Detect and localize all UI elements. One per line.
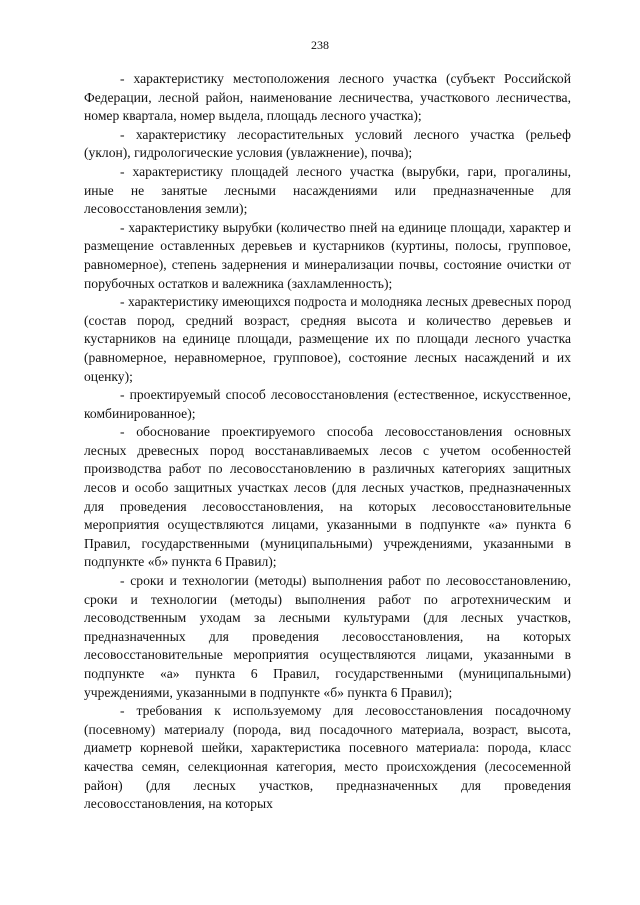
paragraph-undergrowth: - характеристику имеющихся подроста и молодняка лесных древесных пород (состав пород, средний возраст, средняя высота и количество деревьев и кустарников на единице площади, размещение их по площади лесного участка (равномерное, неравномерное, групповое), состояние лесных насаждений и их оценку); — [84, 294, 571, 384]
paragraph-timing-technology: - сроки и технологии (методы) выполнения работ по лесовосстановлению, сроки и технологии (методы) выполнения работ по агротехническим и лесоводственным уходам за лесными культурами (для лесных участков, предназначенных для проведения лесовосстановления, на которых лесовосстановительные мероприятия осуществляются лицами, указанными в подпункте «а» пункта 6 Правил, государственными (муниципальными) учреждениями, указанными в подпункте «б» пункта 6 Правил); — [84, 573, 571, 700]
paragraph-clearing-characteristics: - характеристику вырубки (количество пней на единице площади, характер и размещение оставленных деревьев и кустарников (куртины, полосы, групповое, равномерное), степень задернения и минерализации почвы, состояние очистки от порубочных остатков и валежника (захламленность); — [84, 219, 571, 291]
paragraph-growing-conditions: - характеристику лесорастительных условий лесного участка (рельеф (уклон), гидрологические условия (увлажнение), почва); — [84, 126, 571, 161]
paragraph-planting-material: - требования к используемому для лесовосстановления посадочному (посевному) материалу (порода, вид посадочного материала, возраст, высота, диаметр корневой шейки, характеристика посевного материала: порода, класс качества семян, селекционная категория, место происхождения (лесосеменной район) (для лесных участков, предназначенных для проведения лесовосстановления, на которых — [84, 703, 571, 812]
document-body — [84, 70, 571, 814]
page-number: 238 — [311, 38, 329, 52]
paragraph-area-characteristics: - характеристику площадей лесного участка (вырубки, гари, прогалины, иные не занятые лесными насаждениями или предназначенные для лесовосстановления земли); — [84, 163, 571, 217]
paragraph-reforestation-method: - проектируемый способ лесовосстановления (естественное, искусственное, комбинированное); — [84, 387, 571, 421]
paragraph-method-justification: - обоснование проектируемого способа лесовосстановления основных лесных древесных пород восстанавливаемых лесов с учетом особенностей производства работ по лесовосстановлению в различных категориях защитных лесов и особо защитных участках лесов (для лесных участков, предназначенных для проведения лесовосстановления, на которых лесовосстановительные мероприятия осуществляются лицами, указанными в подпункте «а» пункта 6 Правил, государственными (муниципальными) учреждениями, указанными в подпункте «б» пункта 6 Правил); — [84, 424, 571, 570]
paragraph-location: - характеристику местоположения лесного участка (субъект Российской Федерации, лесной район, наименование лесничества, участкового лесничества, номер квартала, номер выдела, площадь лесного участка); — [84, 71, 571, 124]
